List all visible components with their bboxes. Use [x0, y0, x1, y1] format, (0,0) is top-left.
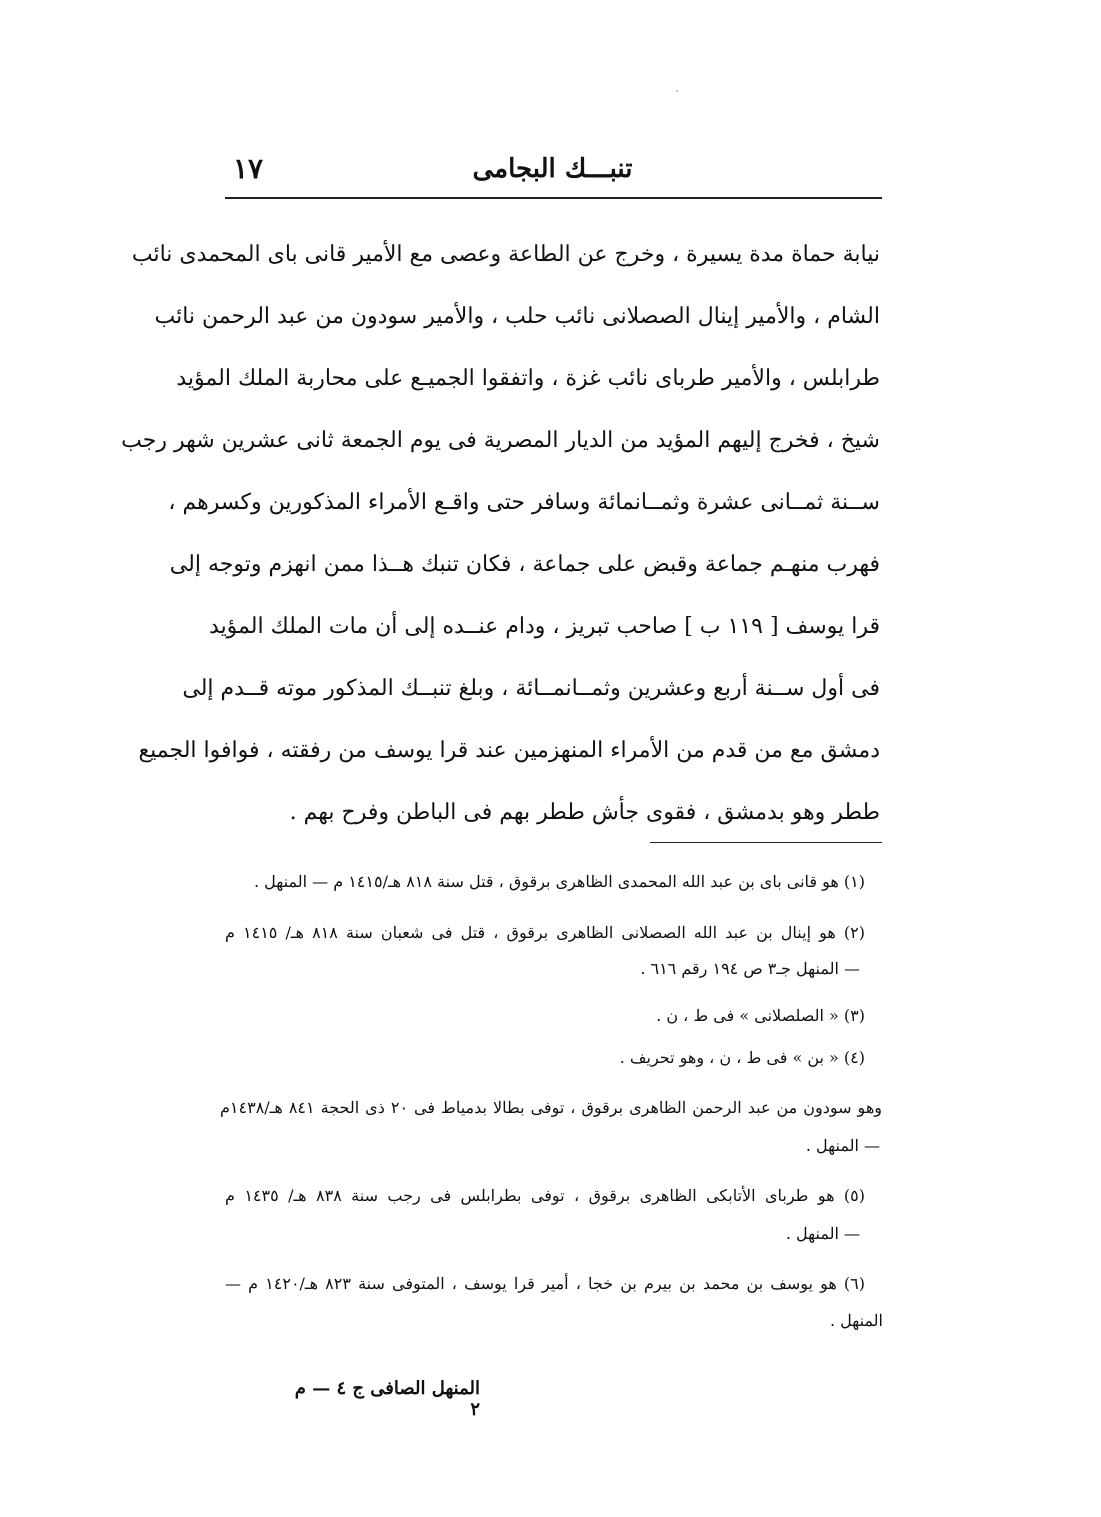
footnote-2-continuation: — المنهل جـ٣ ص ١٩٤ رقم ٦١٦ .: [640, 959, 860, 978]
body-line: شيخ ، فخرج إليهم المؤيد من الديار المصرية فى يوم الجمعة ثانى عشرين شهر رجب: [121, 428, 880, 453]
footnote-4-note-continuation: — المنهل .: [805, 1136, 880, 1155]
body-line: طرابلس ، والأمير طرباى نائب غزة ، واتفقوا الجميـع على محاربة الملك المؤيد: [176, 366, 880, 391]
footnote-6-continuation: المنهل .: [829, 1311, 883, 1330]
body-line: دمشق مع من قدم من الأمراء المنهزمين عند قرا يوسف من رفقته ، فوافوا الجميع: [138, 738, 880, 763]
page-signature: المنهل الصافى ج ٤ — م ٢: [294, 1378, 480, 1420]
footnote-5: (٥) هو طرباى الأتابكى الظاهرى برقوق ، توفى بطرابلس فى رجب سنة ٨٣٨ هـ/ ١٤٣٥ م: [225, 1186, 865, 1205]
running-title: تنبـــك البجامى: [472, 154, 633, 184]
page-number: ١٧: [233, 152, 264, 185]
body-line: ططر وهو بدمشق ، فقوى جأش ططر بهم فى الباطن وفرح بهم .: [289, 800, 880, 825]
footnote-3: (٣) « الصلصلانى » فى ط ، ن .: [656, 1006, 865, 1025]
body-line: الشام ، والأمير إينال الصصلانى نائب حلب ، والأمير سودون من عبد الرحمن نائب: [154, 304, 880, 329]
body-text: [121, 224, 880, 844]
body-line: قرا يوسف [ ١١٩ ب ] صاحب تبريز ، ودام عنــده إلى أن مات الملك المؤيد: [209, 614, 880, 639]
body-line: نيابة حماة مدة يسيرة ، وخرج عن الطاعة وعصى مع الأمير قانى باى المحمدى نائب: [131, 242, 880, 267]
footnote-4: (٤) « بن » فى ط ، ن ، وهو تحريف .: [619, 1048, 865, 1067]
body-line: ســنة ثمــانى عشرة وثمــانمائة وسافر حتى واقـع الأمراء المذكورين وكسرهم ،: [168, 490, 880, 515]
header-rule: [225, 197, 882, 199]
footnote-6: (٦) هو يوسف بن محمد بن بيرم بن خجا ، أمير قرا يوسف ، المتوفى سنة ٨٢٣ هـ/١٤٢٠ م —: [225, 1274, 865, 1293]
body-line: فى أول ســنة أربع وعشرين وثمــانمــائة ، وبلغ تنبــك المذكور موته قــدم إلى: [182, 676, 880, 701]
page-header: [225, 140, 880, 190]
footnote-1: (١) هو قانى باى بن عبد الله المحمدى الظاهرى برقوق ، قتل سنة ٨١٨ هـ/١٤١٥ م — المنهل .: [253, 872, 865, 891]
footnote-2: (٢) هو إينال بن عبد الله الصصلانى الظاهرى برقوق ، قتل فى شعبان سنة ٨١٨ هـ/ ١٤١٥ م: [225, 923, 866, 942]
footnote-5-continuation: — المنهل .: [785, 1224, 860, 1243]
stray-ink-mark: [676, 90, 678, 92]
body-line: فهرب منهـم جماعة وقبض على جماعة ، فكان تنبك هــذا ممن انهزم وتوجه إلى: [169, 552, 880, 577]
footnote-separator: [650, 842, 882, 843]
footnote-4-note: وهو سودون من عبد الرحمن الظاهرى برقوق ، توفى بطالا بدمياط فى ٢٠ ذى الحجة ٨٤١ هـ/١٤٣٨م: [220, 1098, 882, 1117]
